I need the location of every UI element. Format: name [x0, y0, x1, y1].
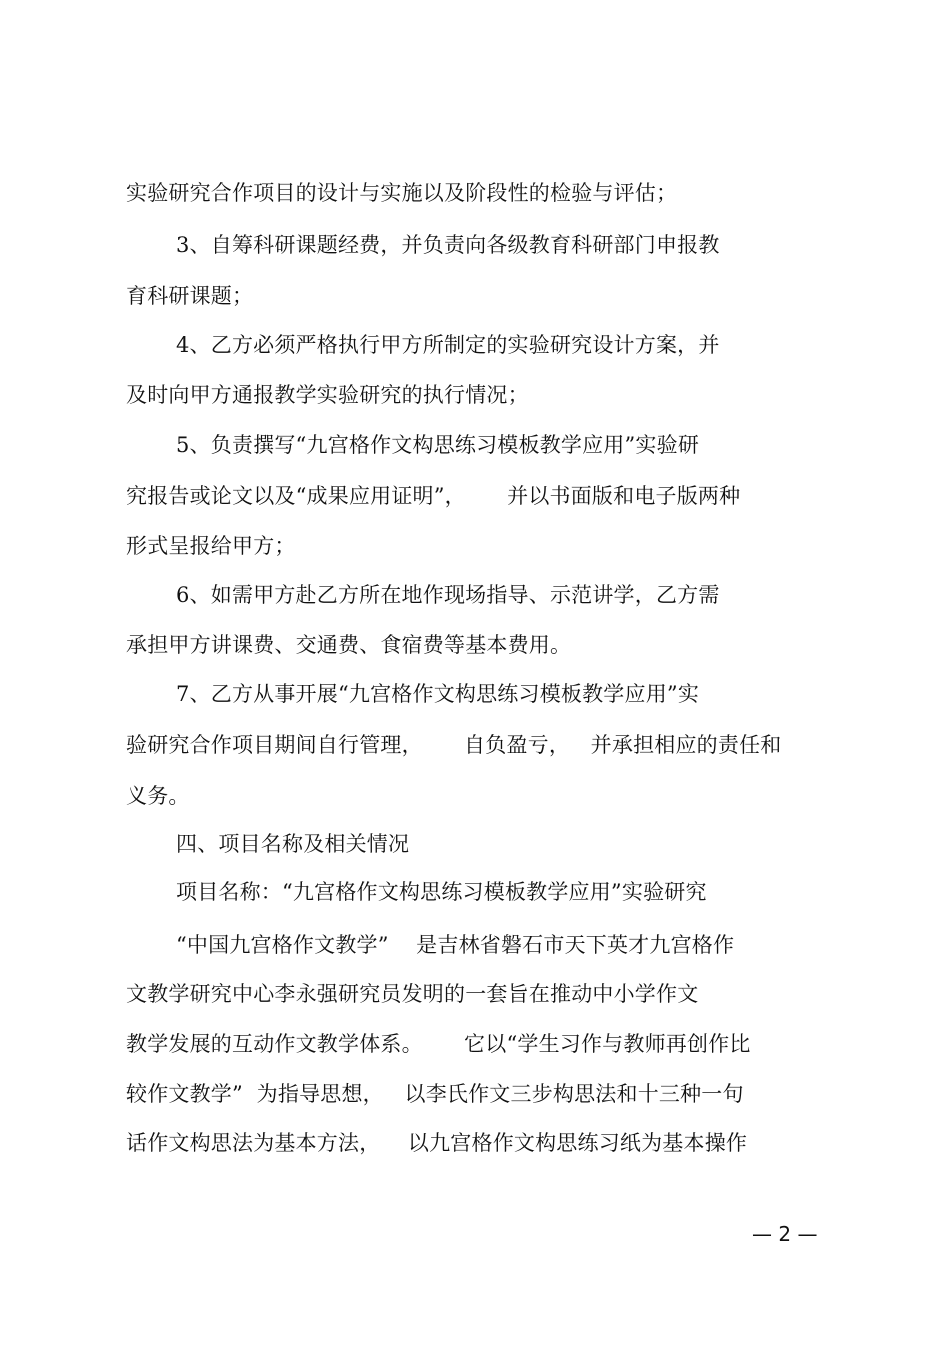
text-line-20: 话作文构思法为基本方法， 以九宫格作文构思练习纸为基本操作	[126, 1131, 748, 1155]
text-line-15: 项目名称：“九宫格作文构思练习模板教学应用”实验研究	[176, 880, 707, 904]
text-line-9: 6、如需甲方赴乙方所在地作现场指导、示范讲学，乙方需	[176, 583, 720, 607]
text-line-6: 5、负责撰写“九宫格作文构思练习模板教学应用”实验研	[176, 433, 700, 457]
page-number: — 2 —	[752, 1222, 818, 1246]
text-line-12: 验研究合作项目期间自行管理， 自负盈亏， 并承担相应的责任和	[126, 733, 782, 757]
text-line-11: 7、乙方从事开展“九宫格作文构思练习模板教学应用”实	[176, 682, 700, 706]
text-line-19: 较作文教学” 为指导思想， 以李氏作文三步构思法和十三种一句	[126, 1082, 744, 1106]
text-line-7: 究报告或论文以及“成果应用证明”， 并以书面版和电子版两种	[126, 484, 741, 508]
text-line-8: 形式呈报给甲方；	[126, 534, 296, 558]
text-line-1: 实验研究合作项目的设计与实施以及阶段性的检验与评估；	[126, 181, 678, 205]
text-line-4: 4、乙方必须严格执行甲方所制定的实验研究设计方案，并	[176, 333, 720, 357]
text-line-17: 文教学研究中心李永强研究员发明的一套旨在推动中小学作文	[126, 982, 699, 1006]
text-line-18: 教学发展的互动作文教学体系。 它以“学生习作与教师再创作比	[126, 1032, 751, 1056]
text-line-13: 义务。	[126, 784, 190, 808]
text-line-3: 育科研课题；	[126, 284, 254, 308]
text-line-2: 3、自筹科研课题经费，并负责向各级教育科研部门申报教	[176, 233, 720, 257]
text-line-5: 及时向甲方通报教学实验研究的执行情况；	[126, 383, 529, 407]
text-line-14: 四、项目名称及相关情况	[176, 832, 410, 856]
text-line-16: “中国九宫格作文教学” 是吉林省磐石市天下英才九宫格作	[176, 933, 735, 957]
text-line-10: 承担甲方讲课费、交通费、食宿费等基本费用。	[126, 633, 572, 657]
